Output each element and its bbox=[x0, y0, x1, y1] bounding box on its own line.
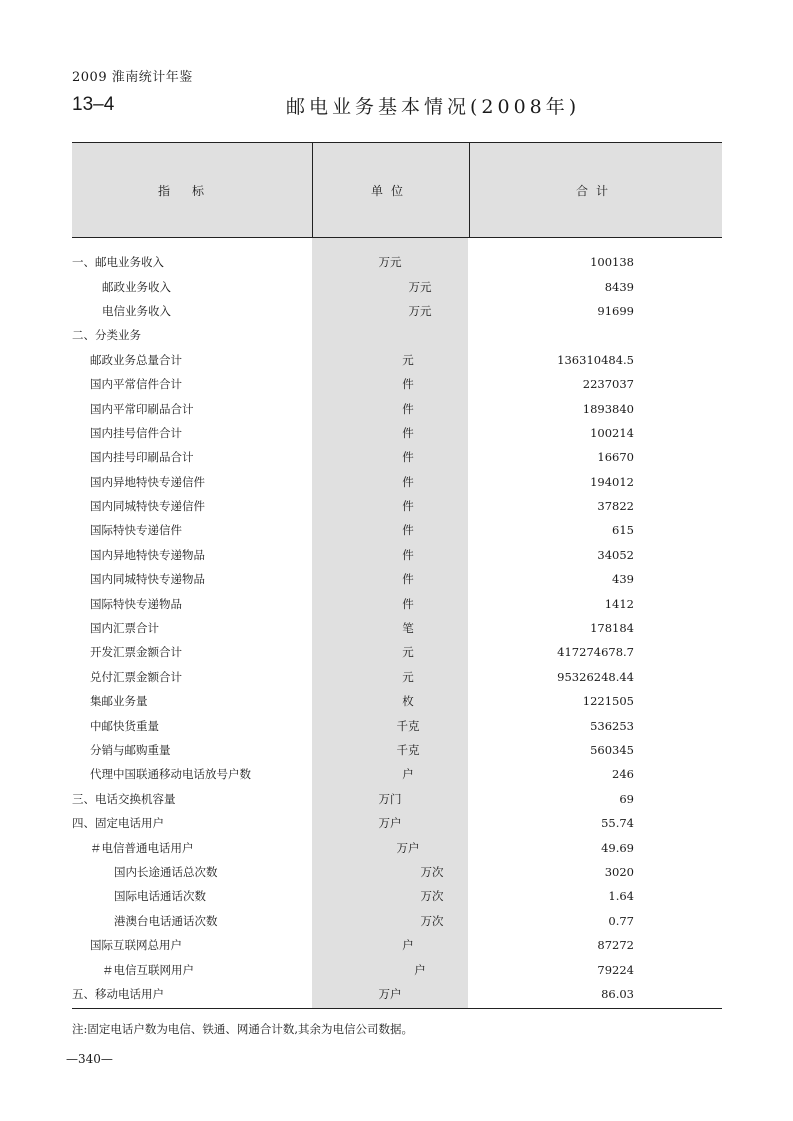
table-row bbox=[72, 835, 722, 859]
unit-cell: 万户 bbox=[396, 840, 420, 855]
unit-cell: 元 bbox=[402, 645, 414, 660]
total-cell: 1412 bbox=[604, 596, 634, 611]
indicator-cell: 国内平常信件合计 bbox=[90, 377, 182, 392]
table-row bbox=[72, 909, 722, 933]
table-row bbox=[72, 982, 722, 1006]
total-cell: 100138 bbox=[590, 255, 634, 270]
statistics-table bbox=[72, 142, 722, 1009]
column-header-indicator: 指标 bbox=[72, 143, 313, 237]
total-cell: 79224 bbox=[597, 962, 634, 977]
total-cell: 2237037 bbox=[582, 377, 634, 392]
indicator-cell: 五、移动电话用户 bbox=[72, 986, 164, 1001]
indicator-cell: 电信业务收入 bbox=[102, 303, 171, 318]
total-cell: 69 bbox=[619, 791, 634, 806]
total-cell: 16670 bbox=[597, 450, 634, 465]
total-cell: 1893840 bbox=[582, 401, 634, 416]
total-cell: 3020 bbox=[604, 864, 634, 879]
indicator-cell: 分销与邮购重量 bbox=[90, 743, 171, 757]
indicator-cell: 三、电话交换机容量 bbox=[72, 791, 176, 806]
unit-cell: 千克 bbox=[396, 743, 420, 757]
unit-cell: 件 bbox=[402, 523, 414, 538]
indicator-cell: 国际电话通话次数 bbox=[114, 889, 206, 904]
table-row bbox=[72, 396, 722, 420]
table-row bbox=[72, 640, 722, 664]
table-row bbox=[72, 494, 722, 518]
table-row bbox=[72, 738, 722, 762]
total-cell: 615 bbox=[612, 523, 634, 538]
indicator-cell: 国际互联网总用户 bbox=[90, 938, 182, 953]
table-row bbox=[72, 860, 722, 884]
table-row bbox=[72, 372, 722, 396]
page-number: —340— bbox=[66, 1052, 113, 1066]
table-row bbox=[72, 445, 722, 469]
table-row bbox=[72, 567, 722, 591]
unit-cell: 万次 bbox=[420, 889, 444, 904]
yearbook-title: 2009 淮南统计年鉴 bbox=[72, 70, 193, 85]
unit-cell: 万次 bbox=[420, 864, 444, 879]
total-cell: 91699 bbox=[597, 303, 634, 318]
indicator-cell: 国内挂号信件合计 bbox=[90, 425, 182, 440]
total-cell: 86.03 bbox=[601, 986, 634, 1001]
unit-cell: 千克 bbox=[396, 718, 420, 733]
unit-cell: 户 bbox=[414, 962, 426, 977]
indicator-cell: 国际特快专递物品 bbox=[90, 596, 182, 611]
table-row bbox=[72, 299, 722, 323]
total-cell: 37822 bbox=[597, 499, 634, 514]
table-number: 13–4 bbox=[72, 94, 115, 115]
indicator-cell: 国内异地特快专递物品 bbox=[90, 547, 205, 562]
table-row bbox=[72, 787, 722, 811]
unit-cell: 万门 bbox=[378, 791, 402, 806]
indicator-cell: 国内汇票合计 bbox=[90, 621, 159, 636]
total-cell: 87272 bbox=[597, 938, 634, 953]
column-header-total: 合计 bbox=[575, 183, 616, 198]
table-row bbox=[72, 250, 722, 274]
unit-cell: 元 bbox=[402, 669, 414, 684]
unit-cell: 件 bbox=[402, 425, 414, 440]
unit-cell: 户 bbox=[402, 938, 414, 953]
total-cell: 560345 bbox=[590, 743, 634, 757]
indicator-cell: 一、邮电业务收入 bbox=[72, 255, 164, 270]
indicator-cell: 港澳台电话通话次数 bbox=[114, 913, 218, 928]
table-row bbox=[72, 689, 722, 713]
unit-cell: 户 bbox=[402, 767, 414, 782]
unit-cell: 万元 bbox=[378, 255, 402, 270]
indicator-cell: 兑付汇票金额合计 bbox=[90, 669, 182, 684]
page-title: 邮电业务基本情况(2008年) bbox=[286, 96, 581, 118]
indicator-cell: 邮政业务总量合计 bbox=[90, 352, 182, 367]
total-cell: 194012 bbox=[590, 474, 634, 489]
total-cell: 95326248.44 bbox=[557, 669, 634, 684]
indicator-cell: 国内同城特快专递物品 bbox=[90, 572, 205, 587]
table-row bbox=[72, 591, 722, 615]
unit-cell: 万次 bbox=[420, 913, 444, 928]
indicator-cell: ＃电信互联网用户 bbox=[102, 962, 194, 977]
unit-cell: 件 bbox=[402, 547, 414, 562]
indicator-cell: ＃电信普通电话用户 bbox=[90, 840, 194, 855]
unit-cell: 笔 bbox=[402, 621, 414, 636]
unit-cell: 件 bbox=[402, 474, 414, 489]
total-cell: 34052 bbox=[597, 547, 634, 562]
unit-cell: 件 bbox=[402, 450, 414, 465]
total-cell: 246 bbox=[612, 767, 634, 782]
table-row bbox=[72, 665, 722, 689]
table-row bbox=[72, 421, 722, 445]
indicator-cell: 国际特快专递信件 bbox=[90, 523, 182, 538]
total-cell: 136310484.5 bbox=[557, 352, 634, 367]
table-row bbox=[72, 348, 722, 372]
total-cell: 8439 bbox=[604, 279, 634, 294]
table-row bbox=[72, 616, 722, 640]
total-cell: 1221505 bbox=[582, 694, 634, 709]
total-cell: 536253 bbox=[590, 718, 634, 733]
indicator-cell: 国内平常印刷品合计 bbox=[90, 401, 194, 416]
indicator-cell: 四、固定电话用户 bbox=[72, 816, 164, 831]
table-row bbox=[72, 762, 722, 786]
indicator-cell: 国内长途通话总次数 bbox=[114, 864, 218, 879]
unit-cell: 件 bbox=[402, 596, 414, 611]
table-row bbox=[72, 957, 722, 981]
table-row bbox=[72, 323, 722, 347]
unit-cell: 万元 bbox=[408, 303, 432, 318]
table-header bbox=[72, 143, 722, 238]
total-cell: 178184 bbox=[590, 621, 634, 636]
table-row bbox=[72, 518, 722, 542]
indicator-cell: 开发汇票金额合计 bbox=[90, 645, 182, 660]
unit-cell: 件 bbox=[402, 401, 414, 416]
unit-cell: 件 bbox=[402, 572, 414, 587]
table-body bbox=[72, 238, 722, 1008]
unit-cell: 万户 bbox=[378, 816, 402, 831]
total-cell: 1.64 bbox=[608, 889, 634, 904]
unit-cell: 件 bbox=[402, 377, 414, 392]
unit-cell: 万户 bbox=[378, 986, 402, 1001]
column-header-unit: 单位 bbox=[313, 143, 470, 237]
total-cell: 439 bbox=[612, 572, 634, 587]
indicator-cell: 代理中国联通移动电话放号户数 bbox=[90, 767, 251, 782]
table-row bbox=[72, 884, 722, 908]
indicator-cell: 国内挂号印刷品合计 bbox=[90, 450, 194, 465]
total-cell: 100214 bbox=[590, 425, 634, 440]
total-cell: 49.69 bbox=[601, 840, 634, 855]
indicator-cell: 国内异地特快专递信件 bbox=[90, 474, 205, 489]
table-row bbox=[72, 933, 722, 957]
total-cell: 55.74 bbox=[601, 816, 634, 831]
unit-cell: 元 bbox=[402, 352, 414, 367]
table-row bbox=[72, 543, 722, 567]
indicator-cell: 国内同城特快专递信件 bbox=[90, 499, 205, 514]
table-row bbox=[72, 470, 722, 494]
indicator-cell: 中邮快货重量 bbox=[90, 718, 159, 733]
table-row bbox=[72, 274, 722, 298]
table-row bbox=[72, 811, 722, 835]
total-cell: 417274678.7 bbox=[557, 645, 634, 660]
total-cell: 0.77 bbox=[608, 913, 634, 928]
indicator-cell: 邮政业务收入 bbox=[102, 279, 171, 294]
unit-cell: 枚 bbox=[402, 694, 414, 709]
unit-cell: 件 bbox=[402, 499, 414, 514]
indicator-cell: 二、分类业务 bbox=[72, 328, 141, 343]
indicator-cell: 集邮业务量 bbox=[90, 694, 148, 709]
unit-cell: 万元 bbox=[408, 279, 432, 294]
table-note: 注:固定电话户数为电信、铁通、网通合计数,其余为电信公司数据。 bbox=[72, 1022, 414, 1036]
table-row bbox=[72, 713, 722, 737]
